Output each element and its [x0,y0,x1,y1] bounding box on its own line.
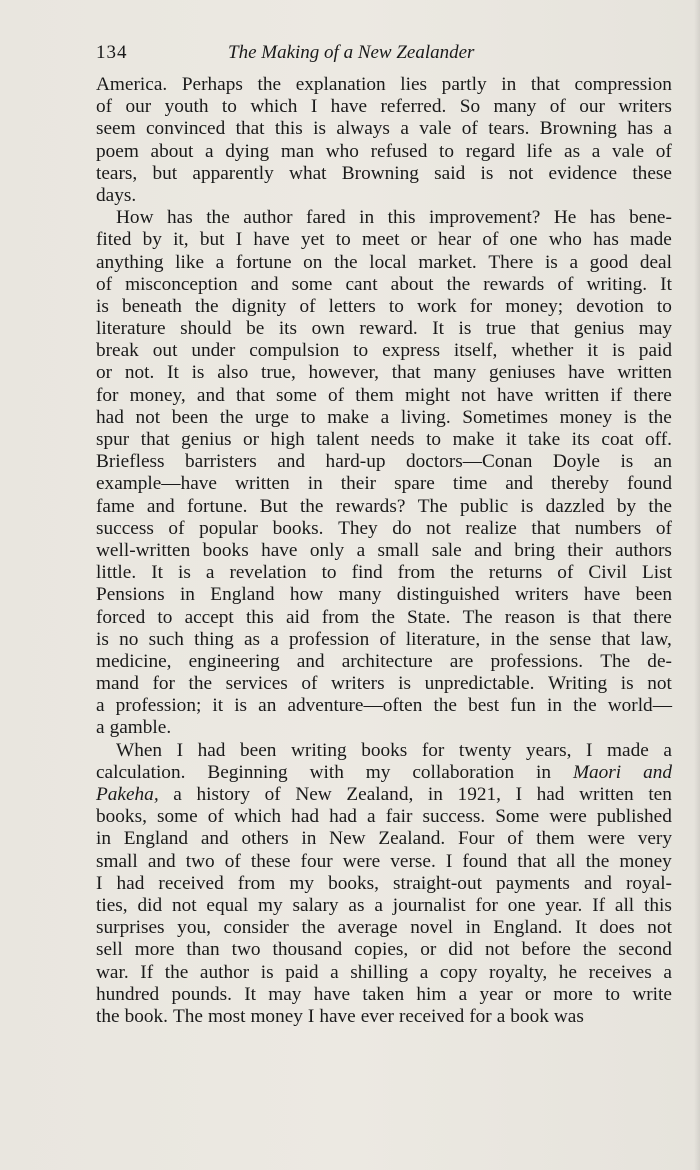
text-line: sell more than two thousand copies, or did not before the second [96,939,672,961]
text-line: literature should be its own reward. It is true that genius may [96,318,672,340]
text-line: well-written books have only a small sale and bring their authors [96,539,672,561]
text-line: How has the author fared in this improvement? He has bene- [116,207,672,229]
text-line: the book. The most money I have ever received for a book was [96,1005,584,1027]
text-line: fame and fortune. But the rewards? The public is dazzled by the [96,495,672,517]
text-line: is no such thing as a profession of literature, in the sense that law, [96,628,672,650]
text-line: tears, but apparently what Browning said is not evidence these [96,162,672,184]
text-line: Briefless barristers and hard-up doctors—Conan Doyle is an [96,451,672,473]
text-line: break out under compulsion to express itself, whether it is paid [96,340,672,362]
body-text [96,74,672,1028]
text-line: fited by it, but I have yet to meet or hear of one who has made [96,229,672,251]
text-line: days. [96,184,137,206]
text-line: a profession; it is an adventure—often the best fun in the world— [96,695,672,717]
text-line: America. Perhaps the explanation lies partly in that compression [96,74,672,95]
text-line: ties, did not equal my salary as a journalist for one year. If all this [96,894,672,916]
text-line: When I had been writing books for twenty years, I made a [116,739,672,761]
text-line: for money, and that some of them might not have written if there [96,384,672,406]
text-line: poem about a dying man who refused to regard life as a vale of [96,140,672,162]
text-line: had not been the urge to make a living. Sometimes money is the [96,406,672,428]
text-line: medicine, engineering and architecture are professions. The de- [96,650,672,672]
text-line: or not. It is also true, however, that many geniuses have written [96,362,672,384]
text-line: Pensions in England how many distinguished writers have been [96,584,672,606]
text-line: I had received from my books, straight-out payments and royal- [96,872,672,894]
text-line: in England and others in New Zealand. Four of them were very [96,828,672,850]
text-line: of misconception and some cant about the rewards of writing. It [96,273,672,295]
text-line: hundred pounds. It may have taken him a year or more to write [96,983,672,1005]
page-edge-shadow [694,0,700,1170]
page-number: 134 [96,42,128,63]
text-line: seem convinced that this is always a vale of tears. Browning has a [96,118,672,140]
running-title: The Making of a New Zealander [228,42,475,63]
text-line: a gamble. [96,717,172,739]
page-header [96,42,672,68]
paragraph [96,740,672,1028]
text-line: of our youth to which I have referred. So many of our writers [96,96,672,118]
text-line: small and two of these four were verse. I found that all the money [96,850,672,872]
text-line: little. It is a revelation to find from the returns of Civil List [96,562,672,584]
text-line: Pakeha, a history of New Zealand, in 1921, I had written ten [96,784,672,805]
text-line: calculation. Beginning with my collaboration in Maori and [96,761,672,783]
paragraph [96,207,672,740]
text-line: war. If the author is paid a shilling a copy royalty, he receives a [96,961,672,983]
text-line: is beneath the dignity of letters to work for money; devotion to [96,295,672,317]
text-line: books, some of which had had a fair success. Some were published [96,806,672,828]
text-line: example—have written in their spare time and thereby found [96,473,672,495]
paragraph [96,74,672,207]
text-line: spur that genius or high talent needs to make it take its coat off. [96,429,672,450]
text-line: success of popular books. They do not realize that numbers of [96,517,672,539]
text-line: anything like a fortune on the local market. There is a good deal [96,251,672,273]
text-line: forced to accept this aid from the State. The reason is that there [96,606,672,628]
text-line: surprises you, consider the average novel in England. It does not [96,917,672,939]
text-line: mand for the services of writers is unpredictable. Writing is not [96,673,672,695]
